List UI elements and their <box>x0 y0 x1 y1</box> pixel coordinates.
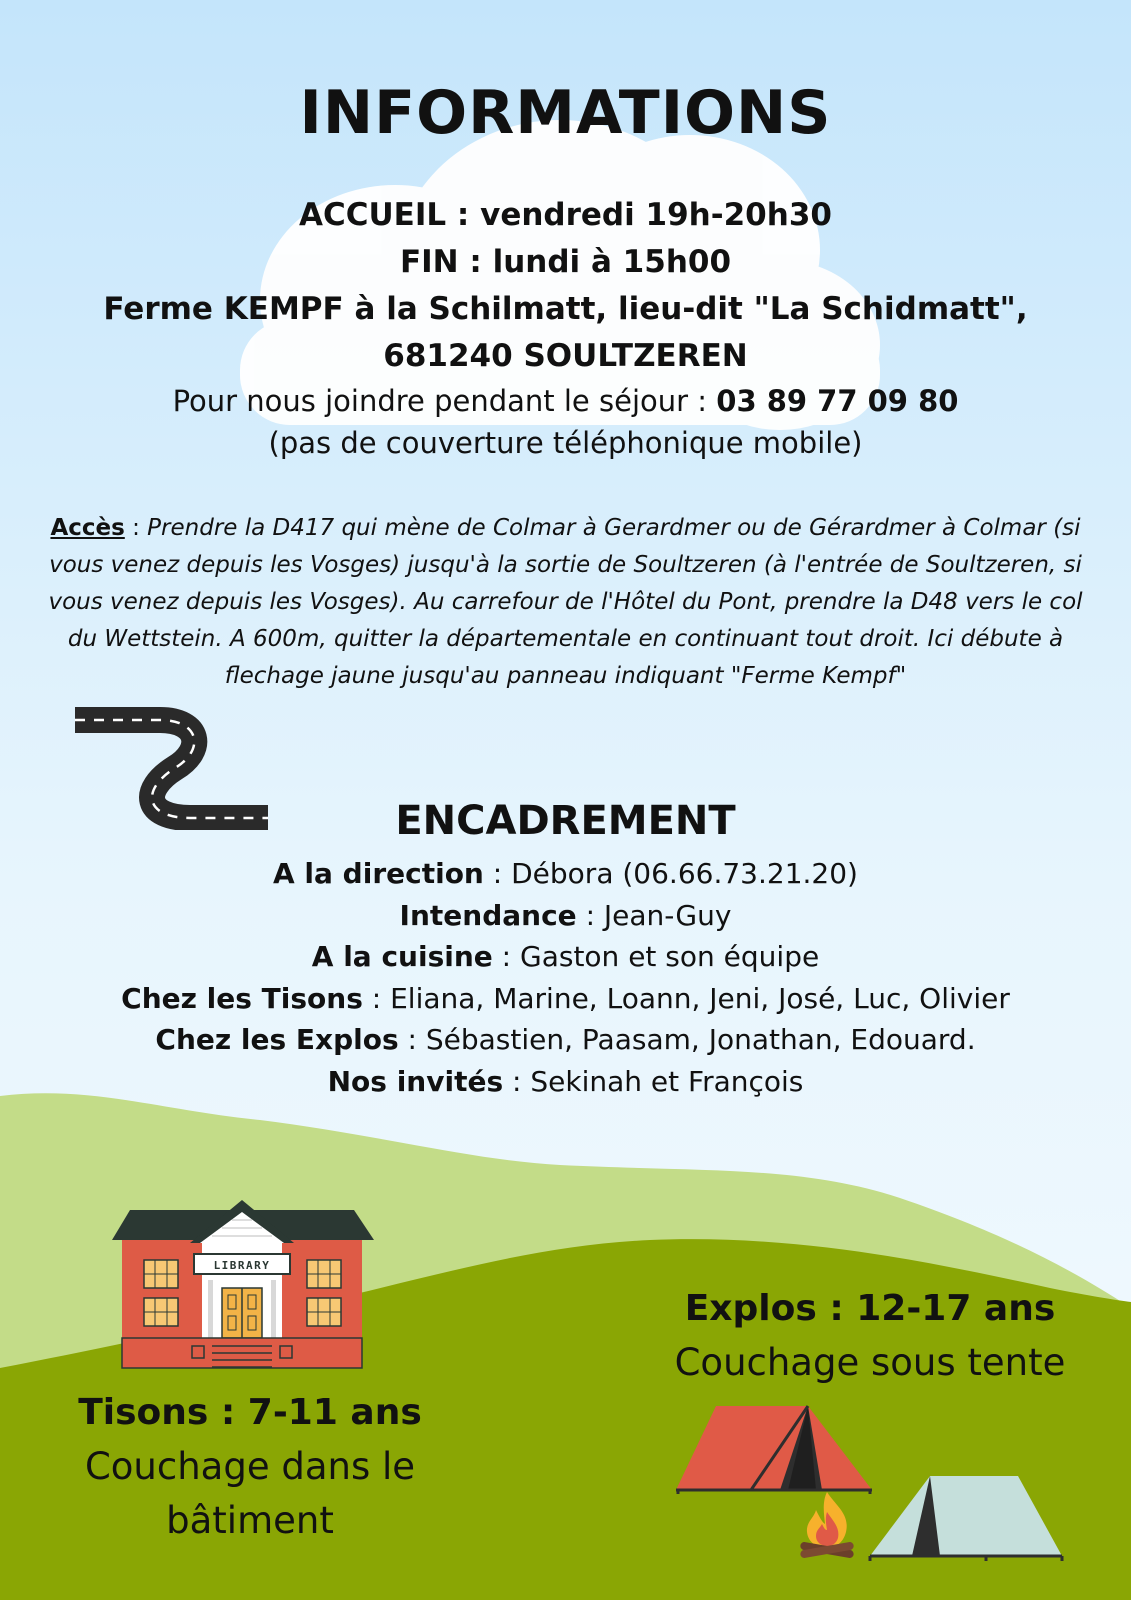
staff-names: : Sébastien, Paasam, Jonathan, Edouard. <box>398 1023 976 1056</box>
contact-note: (pas de couverture téléphonique mobile) <box>268 426 863 460</box>
staff-role: Nos invités <box>327 1064 504 1098</box>
tisons-title: Tisons : 7-11 ans <box>78 1392 422 1433</box>
contact-prefix: Pour nous joindre pendant le séjour : <box>172 384 717 418</box>
tisons-sub: Couchage dans le bâtiment <box>84 1445 416 1542</box>
staff-row <box>0 936 1131 978</box>
staff-row <box>0 1019 1131 1061</box>
red-tent-icon <box>676 1404 876 1496</box>
library-building-icon <box>112 1198 374 1378</box>
staff-row <box>0 1061 1131 1103</box>
access-label: Accès <box>50 515 125 541</box>
encadrement-title: ENCADREMENT <box>395 798 736 844</box>
contact-info <box>0 380 1131 464</box>
staff-row <box>0 853 1131 895</box>
page-title: INFORMATIONS <box>299 78 832 148</box>
access-text: Prendre la D417 qui mène de Colmar à Gerardmer ou de Gérardmer à Colmar (si vous venez depuis les Vosges) jusqu'à la sortie de Soultzeren (à l'entrée de Soultzeren, si vous venez depuis les Vosges). Au carrefour de l'Hôtel du Pont, prendre la D48 vers le col du Wettstein. A 600m, quitter la départementale en continuant tout droit. Ici débute à flechage jaune jusqu'au panneau indiquant "Ferme Kempf" <box>48 515 1083 689</box>
access-directions <box>48 510 1083 695</box>
staff-names: : Gaston et son équipe <box>492 940 820 973</box>
staff-row <box>0 895 1131 937</box>
address-line-2: 681240 SOULTZEREN <box>383 338 748 374</box>
staff-role: A la cuisine <box>311 940 493 973</box>
staff-row <box>0 978 1131 1020</box>
staff-names: : Eliana, Marine, Loann, Jeni, José, Luc, Olivier <box>362 981 1010 1015</box>
address-line-1: Ferme KEMPF à la Schilmatt, lieu-dit "La Schidmatt", <box>103 291 1028 327</box>
contact-line <box>0 380 1131 422</box>
contact-phone: 03 89 77 09 80 <box>716 384 959 418</box>
main-info <box>0 192 1131 380</box>
library-sign: LIBRARY <box>213 1259 271 1272</box>
explos-title: Explos : 12-17 ans <box>684 1288 1056 1329</box>
staff-role: Chez les Explos <box>155 1023 399 1056</box>
staff-list <box>0 853 1131 1102</box>
staff-names: : Sekinah et François <box>503 1064 804 1098</box>
explos-group <box>640 1282 1100 1390</box>
staff-role: A la direction <box>273 857 484 890</box>
staff-role: Intendance <box>399 898 577 932</box>
explos-sub: Couchage sous tente <box>674 1341 1066 1384</box>
fin-line: FIN : lundi à 15h00 <box>399 244 732 280</box>
staff-role: Chez les Tisons <box>121 981 363 1015</box>
staff-names: : Débora (06.66.73.21.20) <box>483 857 858 890</box>
blue-tent-icon <box>868 1472 1064 1562</box>
staff-names: : Jean-Guy <box>576 898 732 932</box>
accueil-line: ACCUEIL : vendredi 19h-20h30 <box>299 197 832 233</box>
tisons-group <box>0 1386 500 1548</box>
campfire-icon <box>792 1488 862 1564</box>
access-separator: : <box>124 515 148 541</box>
